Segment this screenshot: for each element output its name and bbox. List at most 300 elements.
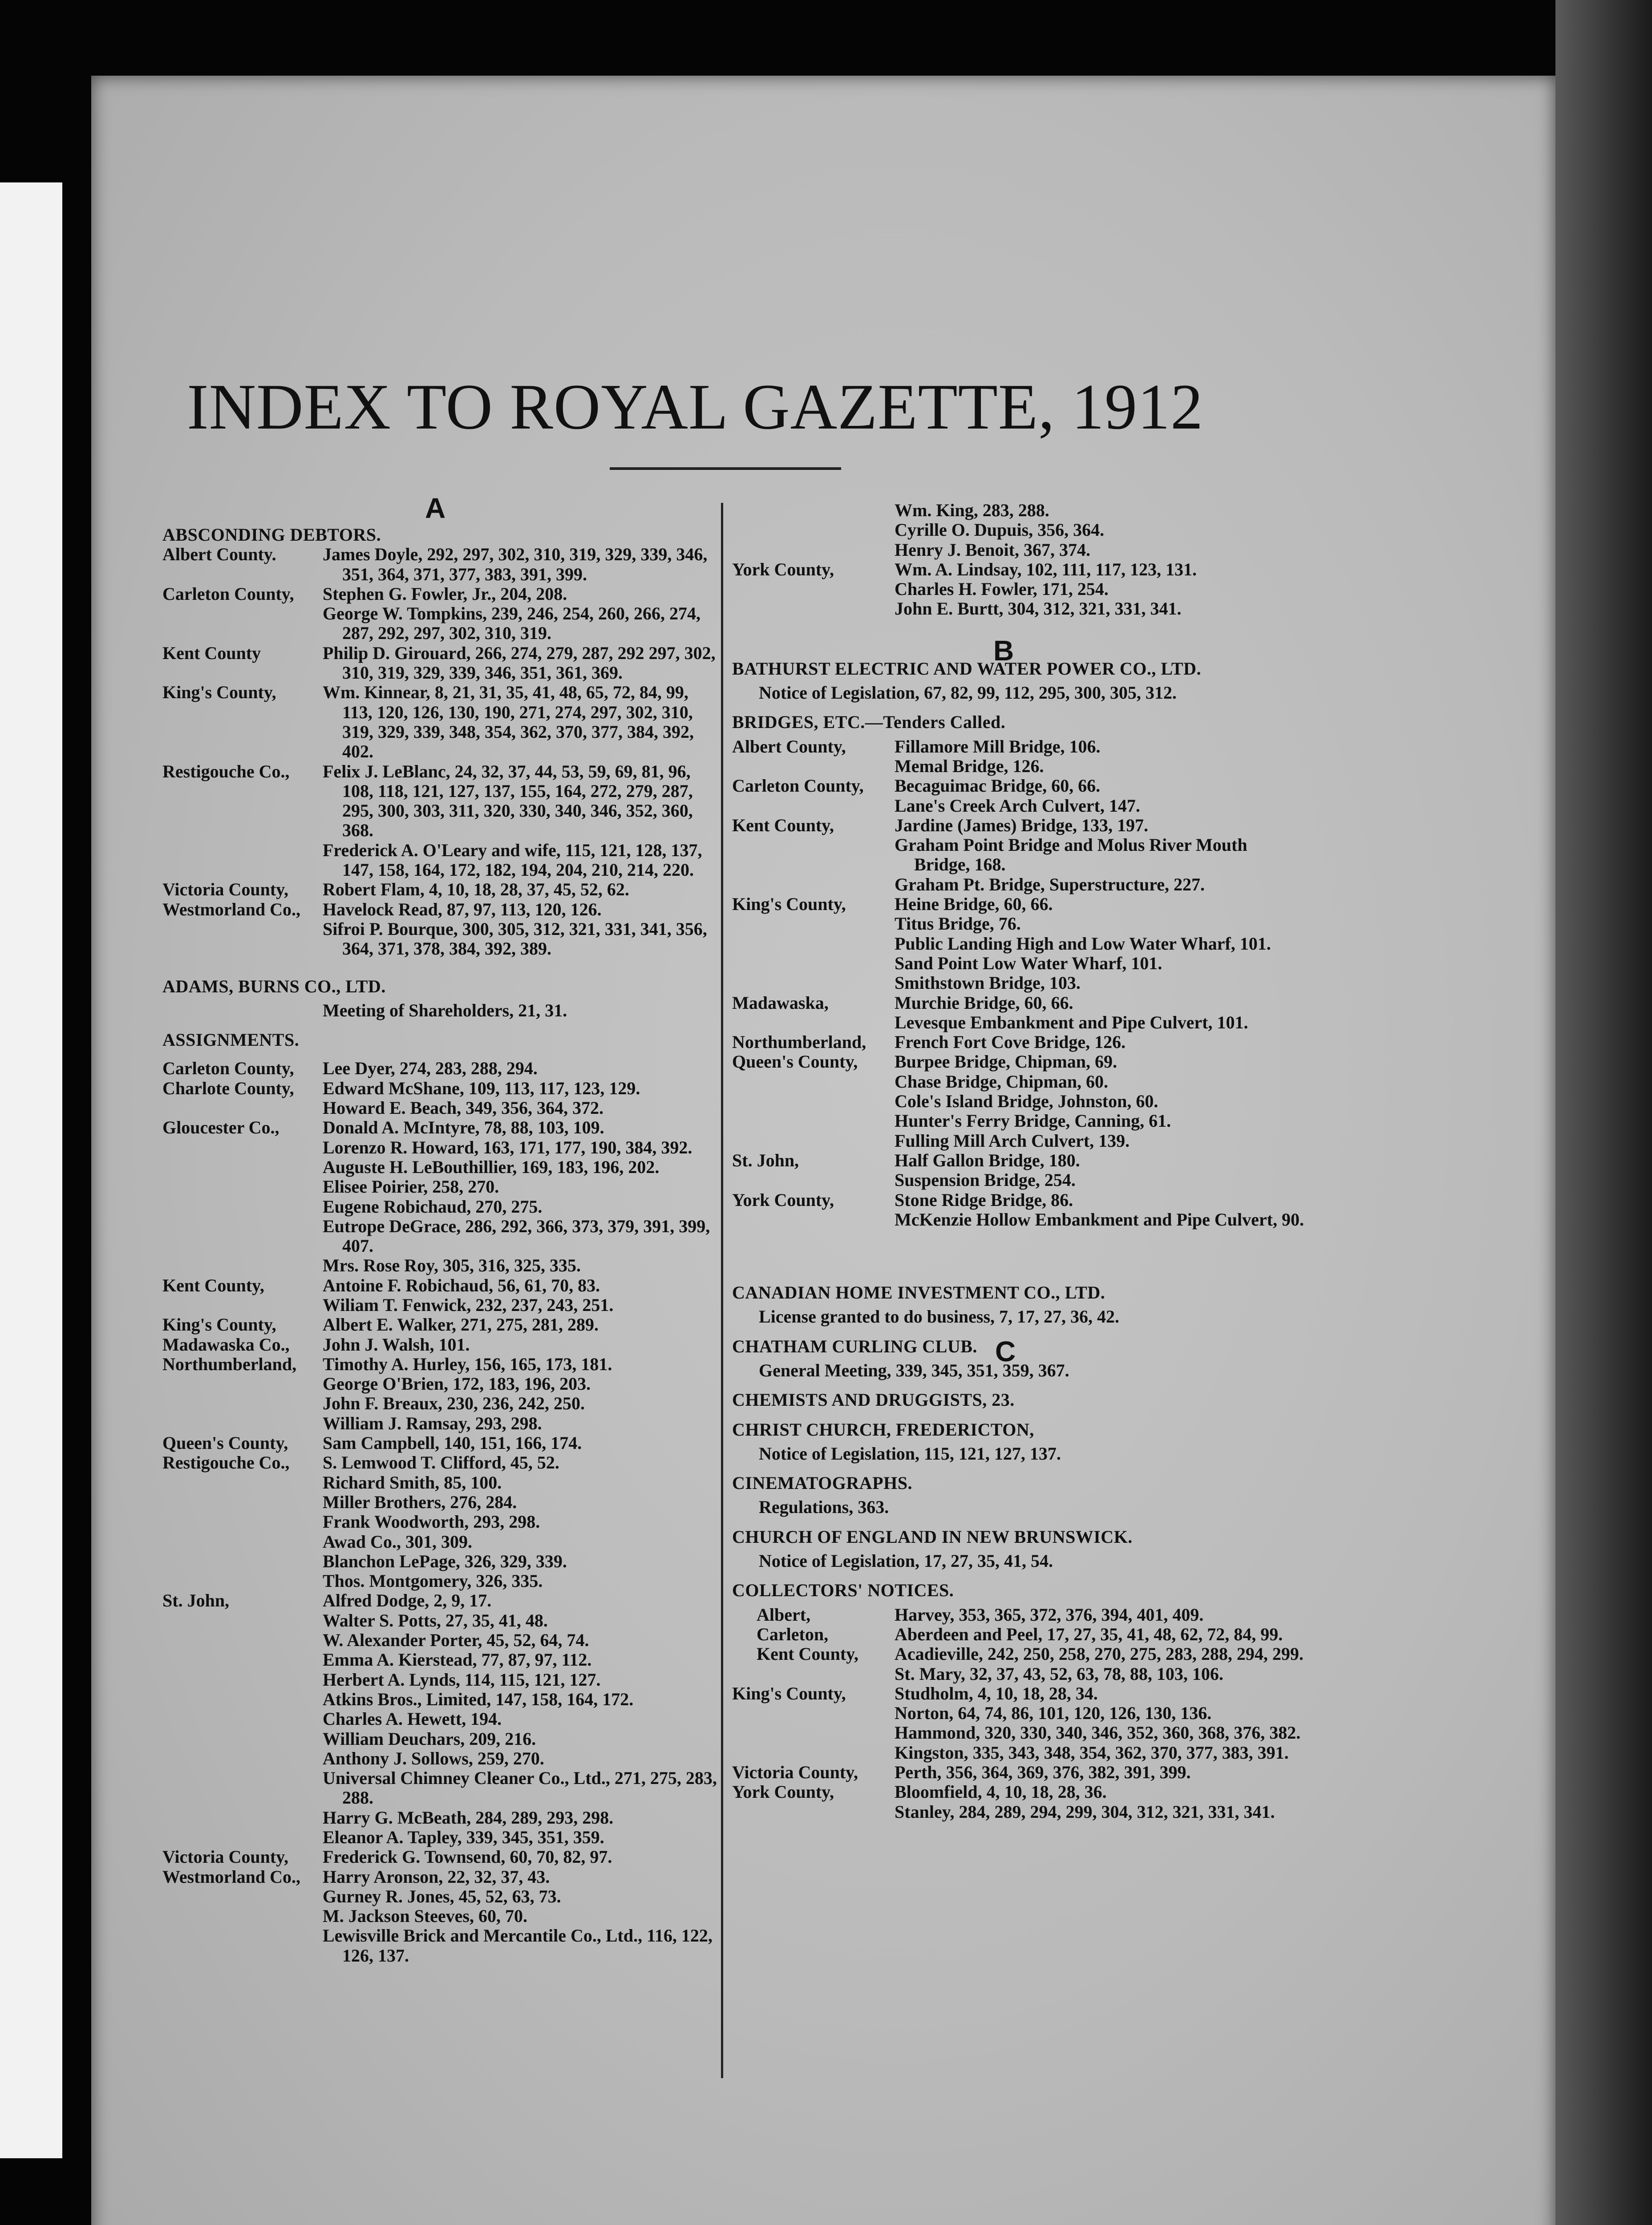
entry-location-label: York County,	[732, 1190, 834, 1210]
index-entry	[162, 1847, 719, 1867]
entry-text: Donald A. McIntyre, 78, 88, 103, 109.	[323, 1117, 604, 1138]
entry-text: W. Alexander Porter, 45, 52, 64, 74.	[323, 1630, 589, 1651]
entry-location-label	[732, 756, 895, 776]
entry-text: Philip D. Girouard, 266, 274, 279, 287, 292 297, 302, 310, 319, 329, 339, 346, 351, 361, 369.	[323, 643, 716, 683]
index-entry	[162, 1394, 719, 1413]
entry-location-label: King's County,	[162, 683, 276, 703]
index-entry	[162, 1709, 719, 1729]
index-entry	[732, 1131, 1306, 1151]
entry-location-label	[162, 1473, 323, 1493]
entry-text: Acadieville, 242, 250, 258, 270, 275, 283, 288, 294, 299.	[895, 1644, 1304, 1664]
entry-location-label	[162, 1552, 323, 1571]
entry-text: Anthony J. Sollows, 259, 270.	[323, 1748, 544, 1768]
entry-location-label	[162, 1571, 323, 1591]
adams-meeting: Meeting of Shareholders, 21, 31.	[323, 1000, 567, 1020]
index-entry	[162, 545, 719, 584]
entry-location-label: Westmorland Co.,	[162, 899, 300, 919]
entry-location-label: Northumberland,	[732, 1032, 866, 1052]
entry-location-label: St. John,	[732, 1150, 799, 1170]
index-entry	[162, 1315, 719, 1335]
section-heading-bathurst: BATHURST ELECTRIC AND WATER POWER CO., LTD.	[732, 658, 1201, 679]
index-entry	[162, 1473, 719, 1493]
entry-text: Cole's Island Bridge, Johnston, 60.	[895, 1091, 1158, 1112]
index-entry	[162, 1828, 719, 1847]
entry-location-label: Carleton County,	[162, 1059, 294, 1079]
index-entry	[732, 579, 1306, 599]
entry-text: Timothy A. Hurley, 156, 165, 173, 181.	[323, 1354, 612, 1374]
entry-text: S. Lemwood T. Clifford, 45, 52.	[323, 1452, 559, 1473]
entry-text: William J. Ramsay, 293, 298.	[323, 1413, 542, 1433]
index-entry	[162, 1768, 719, 1808]
section-heading-chatham: CHATHAM CURLING CLUB.	[732, 1336, 977, 1356]
entry-text: Richard Smith, 85, 100.	[323, 1472, 502, 1493]
index-entry	[732, 1763, 1306, 1782]
bridges-list	[732, 737, 1306, 1230]
entry-text: Wiliam T. Fenwick, 232, 237, 243, 251.	[323, 1295, 614, 1315]
entry-location-label: Kent County,	[162, 1275, 264, 1295]
index-entry	[162, 1630, 719, 1650]
entry-text: Emma A. Kierstead, 77, 87, 97, 112.	[323, 1650, 592, 1670]
entry-text: Herbert A. Lynds, 114, 115, 121, 127.	[323, 1669, 601, 1690]
entry-text: Eugene Robichaud, 270, 275.	[323, 1196, 543, 1217]
index-entry	[162, 1650, 719, 1670]
entry-text: John J. Walsh, 101.	[323, 1334, 470, 1355]
index-entry	[732, 1111, 1306, 1131]
entry-location-label: Kent County,	[757, 1644, 858, 1664]
entry-text: Howard E. Beach, 349, 356, 364, 372.	[323, 1098, 604, 1118]
index-entry	[162, 1887, 719, 1906]
entry-text: James Doyle, 292, 297, 302, 310, 319, 329, 339, 346, 351, 364, 371, 377, 383, 391, 399.	[323, 544, 708, 584]
index-entry	[162, 1749, 719, 1768]
entry-location-label: King's County,	[732, 894, 846, 914]
index-entry	[162, 1571, 719, 1591]
entry-location-label	[162, 1157, 323, 1177]
entry-location-label	[162, 1493, 323, 1512]
index-entry	[732, 737, 1306, 756]
scan-right-shadow	[1555, 0, 1652, 2225]
entry-location-label	[162, 1690, 323, 1709]
entry-location-label	[732, 1013, 895, 1032]
entry-location-label	[732, 1703, 895, 1723]
index-entry	[732, 1743, 1306, 1763]
index-entry	[732, 1210, 1306, 1230]
entry-text: Wm. A. Lindsay, 102, 111, 117, 123, 131.	[895, 559, 1197, 579]
index-entry	[732, 756, 1306, 776]
index-entry	[732, 1190, 1306, 1210]
entry-text: Heine Bridge, 60, 66.	[895, 894, 1053, 914]
section-heading-adams: ADAMS, BURNS CO., LTD.	[162, 976, 386, 996]
entry-location-label	[162, 1670, 323, 1690]
index-entry	[732, 1072, 1306, 1092]
section-letter-a: A	[425, 492, 446, 524]
entry-location-label	[162, 1138, 323, 1157]
index-entry	[732, 1802, 1306, 1822]
entry-location-label: Carleton County,	[162, 584, 294, 604]
section-letter-b: B	[993, 635, 1014, 667]
entry-text: Harvey, 353, 365, 372, 376, 394, 401, 409.	[895, 1604, 1204, 1625]
index-entry	[732, 914, 1306, 934]
entry-text: Walter S. Potts, 27, 35, 41, 48.	[323, 1610, 548, 1630]
entry-text: Frederick G. Townsend, 60, 70, 82, 97.	[323, 1847, 612, 1867]
index-entry	[732, 954, 1306, 973]
entry-location-label	[162, 1098, 323, 1118]
entry-text: Lee Dyer, 274, 283, 288, 294.	[323, 1058, 538, 1079]
collectors-list	[732, 1605, 1306, 1822]
index-entry	[732, 776, 1306, 796]
entry-location-label: York County,	[732, 559, 834, 579]
entry-location-label: St. John,	[162, 1591, 230, 1611]
index-entry	[162, 1512, 719, 1532]
index-entry	[162, 1197, 719, 1217]
entry-location-label	[732, 1210, 895, 1230]
entry-text: Sifroi P. Bourque, 300, 305, 312, 321, 331, 341, 356, 364, 371, 378, 384, 392, 389.	[323, 918, 707, 959]
entry-location-label	[162, 919, 323, 959]
entry-location-label	[162, 841, 323, 880]
entry-location-label: Queen's County,	[162, 1433, 288, 1453]
entry-text: Half Gallon Bridge, 180.	[895, 1150, 1080, 1170]
entry-location-label	[732, 501, 895, 520]
entry-text: Jardine (James) Bridge, 133, 197.	[895, 815, 1148, 835]
entry-text: Memal Bridge, 126.	[895, 756, 1044, 776]
entry-text: Atkins Bros., Limited, 147, 158, 164, 172.	[323, 1689, 634, 1709]
entry-location-label	[162, 1926, 323, 1966]
entry-text: Robert Flam, 4, 10, 18, 28, 37, 45, 52, 62.	[323, 879, 629, 900]
section-heading-cinematographs: CINEMATOGRAPHS.	[732, 1473, 912, 1493]
entry-text: Auguste H. LeBouthillier, 169, 183, 196, 202.	[323, 1157, 660, 1177]
entry-location-label: Gloucester Co.,	[162, 1118, 279, 1138]
index-entry	[162, 643, 719, 683]
entry-text: Chase Bridge, Chipman, 60.	[895, 1071, 1109, 1092]
index-entry	[732, 1151, 1306, 1170]
entry-location-label	[732, 1111, 895, 1131]
entry-location-label	[162, 1197, 323, 1217]
entry-location-label	[162, 1532, 323, 1552]
index-entry	[732, 1664, 1306, 1684]
entry-location-label: Northumberland,	[162, 1354, 297, 1374]
entry-location-label	[162, 1217, 323, 1256]
entry-location-label	[162, 1768, 323, 1808]
entry-text: Frederick A. O'Leary and wife, 115, 121, 128, 137, 147, 158, 164, 172, 182, 194, 204, 210, 214, 220.	[323, 840, 702, 880]
entry-text: Lewisville Brick and Mercantile Co., Ltd., 116, 122, 126, 137.	[323, 1926, 713, 1966]
entry-location-label	[732, 875, 895, 894]
index-entry	[162, 604, 719, 643]
index-entry	[162, 1552, 719, 1571]
index-entry	[162, 1532, 719, 1552]
entry-text: John E. Burtt, 304, 312, 321, 331, 341.	[895, 599, 1182, 619]
entry-location-label: Carleton,	[757, 1624, 829, 1644]
index-entry	[732, 1625, 1306, 1644]
section-heading-christ-church: CHRIST CHURCH, FREDERICTON,	[732, 1419, 1034, 1440]
index-entry	[162, 1335, 719, 1355]
index-entry	[732, 934, 1306, 954]
entry-text: Wm. Kinnear, 8, 21, 31, 35, 41, 48, 65, 72, 84, 99, 113, 120, 126, 130, 190, 271, 274, 297, 302, 310, 319, 329, 339, 348, 354, 362, 370, 377, 384, 392, 402.	[323, 682, 694, 762]
section-heading-bridges: BRIDGES, ETC.—Tenders Called.	[732, 712, 1006, 732]
entry-location-label	[732, 954, 895, 973]
right-column	[732, 501, 1306, 1822]
entry-text: Fulling Mill Arch Culvert, 139.	[895, 1130, 1130, 1151]
entry-text: Elisee Poirier, 258, 270.	[323, 1177, 499, 1197]
index-entry	[162, 1079, 719, 1098]
entry-text: Havelock Read, 87, 97, 113, 120, 126.	[323, 899, 602, 919]
entry-text: Hunter's Ferry Bridge, Canning, 61.	[895, 1111, 1171, 1131]
entry-text: Thos. Montgomery, 326, 335.	[323, 1571, 543, 1591]
entry-location-label	[732, 540, 895, 560]
entry-location-label: King's County,	[162, 1315, 276, 1335]
entry-location-label	[732, 934, 895, 954]
entry-location-label	[162, 1512, 323, 1532]
index-entry	[162, 1926, 719, 1966]
entry-location-label: Westmorland Co.,	[162, 1867, 300, 1887]
entry-text: Kingston, 335, 343, 348, 354, 362, 370, 377, 383, 391.	[895, 1742, 1289, 1763]
entry-location-label	[732, 1131, 895, 1151]
entry-text: Hammond, 320, 330, 340, 346, 352, 360, 368, 376, 382.	[895, 1723, 1301, 1743]
index-entry	[162, 1493, 719, 1512]
index-entry	[732, 1092, 1306, 1111]
entry-text: Eutrope DeGrace, 286, 292, 366, 373, 379, 391, 399, 407.	[323, 1216, 710, 1256]
entry-text: Gurney R. Jones, 45, 52, 63, 73.	[323, 1886, 561, 1906]
entry-location-label	[732, 579, 895, 599]
index-entry	[162, 1256, 719, 1275]
index-entry	[732, 501, 1306, 520]
church-england-notice: Notice of Legislation, 17, 27, 35, 41, 54.	[759, 1551, 1053, 1571]
entry-location-label: York County,	[732, 1782, 834, 1802]
index-entry	[732, 1644, 1306, 1664]
index-entry	[732, 993, 1306, 1013]
index-entry	[162, 1217, 719, 1256]
section-heading-chemists: CHEMISTS AND DRUGGISTS, 23.	[732, 1390, 1015, 1410]
entry-location-label	[162, 1295, 323, 1315]
entry-text: Lorenzo R. Howard, 163, 171, 177, 190, 384, 392.	[323, 1137, 692, 1157]
entry-text: Alfred Dodge, 2, 9, 17.	[323, 1590, 492, 1611]
index-entry	[162, 1867, 719, 1887]
entry-location-label: Victoria County,	[162, 1847, 288, 1867]
entry-text: Levesque Embankment and Pipe Culvert, 101.	[895, 1012, 1248, 1032]
entry-location-label: Kent County	[162, 643, 261, 663]
scan-edge-strip	[0, 182, 62, 2158]
index-entry	[732, 973, 1306, 993]
entry-text: George W. Tompkins, 239, 246, 254, 260, 266, 274, 287, 292, 297, 302, 310, 319.	[323, 603, 701, 643]
entry-text: Becaguimac Bridge, 60, 66.	[895, 776, 1101, 796]
entry-location-label	[162, 1177, 323, 1197]
section-heading-collectors: COLLECTORS' NOTICES.	[732, 1580, 954, 1601]
entry-location-label	[732, 973, 895, 993]
column-divider	[721, 503, 723, 2078]
index-entry	[162, 1591, 719, 1610]
entry-text: Sand Point Low Water Wharf, 101.	[895, 953, 1162, 973]
entry-location-label	[732, 1664, 895, 1684]
entry-text: Lane's Creek Arch Culvert, 147.	[895, 795, 1140, 816]
entry-text: French Fort Cove Bridge, 126.	[895, 1032, 1126, 1052]
entry-location-label: Restigouche Co.,	[162, 761, 290, 781]
index-entry	[162, 683, 719, 761]
index-entry	[732, 560, 1306, 579]
entry-text: Cyrille O. Dupuis, 356, 364.	[895, 520, 1105, 540]
entry-text: Wm. King, 283, 288.	[895, 500, 1049, 520]
entry-location-label: Restigouche Co.,	[162, 1453, 290, 1473]
york-continuation-list	[732, 501, 1306, 619]
entry-location-label: Victoria County,	[162, 880, 288, 900]
index-entry	[732, 1605, 1306, 1625]
entry-location-label	[732, 1723, 895, 1743]
index-entry	[162, 1118, 719, 1137]
entry-text: Eleanor A. Tapley, 339, 345, 351, 359.	[323, 1827, 604, 1847]
christ-church-notice: Notice of Legislation, 115, 121, 127, 137.	[759, 1443, 1061, 1464]
index-entry	[162, 1355, 719, 1374]
index-entry	[162, 1906, 719, 1926]
absconding-list	[162, 545, 719, 959]
entry-location-label: Albert,	[757, 1605, 811, 1625]
entry-text: Graham Pt. Bridge, Superstructure, 227.	[895, 874, 1205, 894]
section-heading-assignments: ASSIGNMENTS.	[162, 1030, 300, 1050]
section-heading-absconding: ABSCONDING DEBTORS.	[162, 525, 381, 545]
entry-location-label: King's County,	[732, 1683, 846, 1703]
entry-text: Sam Campbell, 140, 151, 166, 174.	[323, 1433, 582, 1453]
entry-text: Suspension Bridge, 254.	[895, 1170, 1076, 1190]
entry-location-label	[162, 1630, 323, 1650]
index-entry	[162, 919, 719, 959]
entry-text: Edward McShane, 109, 113, 117, 123, 129.	[323, 1078, 640, 1098]
index-entry	[732, 1032, 1306, 1052]
index-entry	[732, 599, 1306, 619]
page-title: INDEX TO ROYAL GAZETTE, 1912	[187, 371, 1204, 443]
entry-text: Public Landing High and Low Water Wharf, 101.	[895, 933, 1271, 954]
entry-text: Blanchon LePage, 326, 329, 339.	[323, 1551, 567, 1571]
entry-location-label: Madawaska,	[732, 993, 829, 1013]
entry-location-label	[732, 1802, 895, 1822]
entry-text: Stephen G. Fowler, Jr., 204, 208.	[323, 583, 567, 604]
index-entry	[732, 816, 1306, 835]
index-entry	[162, 1098, 719, 1118]
entry-text: John F. Breaux, 230, 236, 242, 250.	[323, 1393, 585, 1414]
index-entry	[162, 1276, 719, 1295]
entry-text: Harry Aronson, 22, 32, 37, 43.	[323, 1866, 550, 1887]
entry-text: Fillamore Mill Bridge, 106.	[895, 736, 1101, 756]
assignments-list	[162, 1059, 719, 1966]
index-entry	[732, 540, 1306, 560]
entry-text: St. Mary, 32, 37, 43, 52, 63, 78, 88, 103, 106.	[895, 1663, 1223, 1684]
cinema-regulations: Regulations, 363.	[759, 1497, 889, 1517]
entry-text: Burpee Bridge, Chipman, 69.	[895, 1052, 1118, 1072]
entry-location-label	[732, 914, 895, 934]
entry-location-label: Charlote County,	[162, 1078, 294, 1098]
entry-location-label	[162, 1729, 323, 1749]
index-entry	[732, 1723, 1306, 1743]
entry-text: Miller Brothers, 276, 284.	[323, 1492, 517, 1512]
section-heading-canadian-home: CANADIAN HOME INVESTMENT CO., LTD.	[732, 1282, 1105, 1303]
index-entry	[162, 762, 719, 841]
entry-location-label: Madawaska Co.,	[162, 1335, 290, 1355]
index-entry	[732, 1684, 1306, 1703]
entry-location-label	[732, 1170, 895, 1190]
entry-text: Universal Chimney Cleaner Co., Ltd., 271, 275, 283, 288.	[323, 1768, 717, 1808]
entry-location-label	[162, 1256, 323, 1275]
entry-location-label: Carleton County,	[732, 776, 864, 796]
index-entry	[732, 1052, 1306, 1072]
index-entry	[162, 1295, 719, 1315]
entry-text: Albert E. Walker, 271, 275, 281, 289.	[323, 1315, 599, 1335]
bathurst-notice: Notice of Legislation, 67, 82, 99, 112, 295, 300, 305, 312.	[759, 683, 1177, 703]
index-entry	[162, 1729, 719, 1749]
entry-location-label	[732, 599, 895, 619]
entry-text: William Deuchars, 209, 216.	[323, 1728, 536, 1749]
entry-text: Mrs. Rose Roy, 305, 316, 325, 335.	[323, 1255, 581, 1276]
index-entry	[162, 1670, 719, 1690]
index-entry	[732, 520, 1306, 540]
entry-text: Frank Woodworth, 293, 298.	[323, 1512, 540, 1532]
entry-location-label	[162, 1650, 323, 1670]
entry-location-label	[162, 1828, 323, 1847]
index-entry	[162, 1690, 719, 1709]
entry-text: Henry J. Benoit, 367, 374.	[895, 539, 1090, 560]
entry-text: Awad Co., 301, 309.	[323, 1531, 472, 1552]
entry-location-label	[732, 1743, 895, 1763]
index-entry	[732, 835, 1306, 875]
entry-text: Murchie Bridge, 60, 66.	[895, 992, 1073, 1013]
index-entry	[162, 1157, 719, 1177]
index-entry	[162, 1374, 719, 1394]
entry-location-label	[162, 1414, 323, 1433]
entry-location-label	[732, 1072, 895, 1092]
entry-text: George O'Brien, 172, 183, 196, 203.	[323, 1374, 591, 1394]
entry-location-label	[162, 604, 323, 643]
entry-location-label: Albert County.	[162, 545, 276, 565]
entry-location-label	[732, 835, 895, 875]
entry-text: McKenzie Hollow Embankment and Pipe Culvert, 90.	[895, 1209, 1304, 1230]
entry-location-label	[162, 1887, 323, 1906]
entry-location-label	[162, 1906, 323, 1926]
entry-location-label: Queen's County,	[732, 1052, 858, 1072]
entry-text: Titus Bridge, 76.	[895, 914, 1021, 934]
title-rule	[610, 467, 841, 470]
entry-text: Felix J. LeBlanc, 24, 32, 37, 44, 53, 59, 69, 81, 96, 108, 118, 121, 127, 137, 155, 164, 272, 279, 287, 295, 300, 303, 311, 320, 330, 340, 346, 352, 360, 368.	[323, 761, 693, 841]
entry-location-label	[732, 520, 895, 540]
index-entry	[162, 1433, 719, 1453]
entry-location-label	[162, 1374, 323, 1394]
index-entry	[732, 1703, 1306, 1723]
index-entry	[162, 1414, 719, 1433]
section-heading-church-england: CHURCH OF ENGLAND IN NEW BRUNSWICK.	[732, 1526, 1133, 1547]
entry-text: Smithstown Bridge, 103.	[895, 973, 1081, 993]
index-entry	[162, 1611, 719, 1630]
entry-location-label	[162, 1749, 323, 1768]
entry-text: Charles A. Hewett, 194.	[323, 1709, 502, 1729]
entry-text: Graham Point Bridge and Molus River Mouth Bridge, 168.	[895, 835, 1247, 875]
index-entry	[732, 1782, 1306, 1802]
entry-text: Stanley, 284, 289, 294, 299, 304, 312, 321, 331, 341.	[895, 1801, 1275, 1822]
entry-location-label	[162, 1808, 323, 1828]
index-entry	[162, 1808, 719, 1828]
index-entry	[732, 875, 1306, 894]
entry-location-label: Victoria County,	[732, 1763, 858, 1783]
entry-text: Perth, 356, 364, 369, 376, 382, 391, 399.	[895, 1762, 1191, 1783]
entry-location-label	[162, 1611, 323, 1630]
index-entry	[162, 1453, 719, 1473]
index-entry	[162, 880, 719, 899]
index-entry	[732, 894, 1306, 914]
index-entry	[732, 1170, 1306, 1190]
entry-text: Charles H. Fowler, 171, 254.	[895, 579, 1109, 599]
section-letter-c: C	[995, 1335, 1016, 1367]
canadian-home-license: License granted to do business, 7, 17, 27, 36, 42.	[759, 1307, 1120, 1327]
index-entry	[162, 1138, 719, 1157]
entry-text: Studholm, 4, 10, 18, 28, 34.	[895, 1683, 1098, 1703]
index-entry	[162, 1059, 719, 1078]
entry-text: Bloomfield, 4, 10, 18, 28, 36.	[895, 1782, 1107, 1802]
entry-location-label: Albert County,	[732, 736, 846, 756]
entry-text: Stone Ridge Bridge, 86.	[895, 1189, 1073, 1210]
entry-location-label	[732, 1092, 895, 1111]
index-entry	[162, 584, 719, 604]
